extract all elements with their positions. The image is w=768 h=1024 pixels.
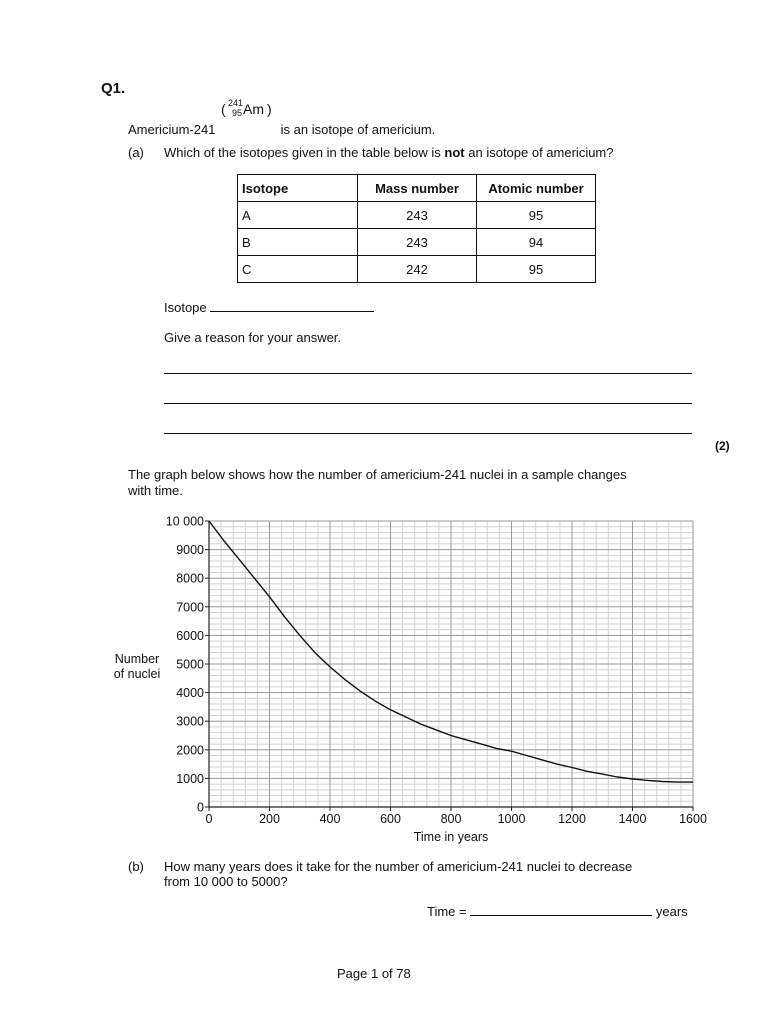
intro-prefix: Americium-241 [128, 122, 216, 137]
graph-intro-line-1: The graph below shows how the number of americium-241 nuclei in a sample changes [128, 467, 627, 482]
time-answer-label: Time = [427, 904, 467, 919]
x-tick-label: 800 [440, 812, 462, 826]
table-cell: 243 [358, 229, 477, 256]
x-tick-label: 1000 [497, 812, 526, 826]
reason-prompt: Give a reason for your answer. [164, 330, 342, 345]
y-tick-label: 10 000 [165, 514, 204, 529]
table-cell: C [238, 256, 358, 283]
y-axis-label-line-2: of nuclei [113, 667, 161, 681]
table-cell: A [238, 202, 358, 229]
marks-indicator: (2) [715, 439, 730, 453]
table-cell: 242 [358, 256, 477, 283]
part-b-question-line-2: from 10 000 to 5000? [164, 874, 288, 889]
part-a-question-bold: not [444, 145, 465, 160]
y-tick-label: 3000 [176, 714, 204, 729]
x-tick-label: 1200 [558, 812, 586, 826]
time-answer-row [427, 904, 688, 919]
y-tick-label: 1000 [176, 771, 204, 786]
table-cell: 95 [477, 202, 596, 229]
x-tick-label: 400 [319, 812, 341, 826]
isotope-symbol: Am [243, 101, 265, 117]
time-answer-unit: years [655, 904, 688, 919]
table-cell: 95 [477, 256, 596, 283]
x-tick-label: 0 [205, 812, 213, 826]
part-a-question-suffix: an isotope of americium? [468, 145, 614, 160]
y-tick-label: 2000 [176, 743, 204, 758]
y-tick-label: 8000 [176, 571, 204, 586]
question-number: Q1. [101, 80, 126, 97]
y-tick-label: 7000 [176, 600, 204, 615]
table-cell: B [238, 229, 358, 256]
isotope-mass-number: 241 [228, 98, 244, 108]
table-header: Atomic number [477, 175, 596, 202]
intro-suffix: is an isotope of americium. [280, 122, 436, 137]
part-b-label: (b) [128, 859, 144, 874]
table-header: Mass number [358, 175, 477, 202]
y-tick-label: 5000 [176, 657, 204, 672]
page-footer: Page 1 of 78 [337, 966, 411, 981]
y-axis-label-line-1: Number [114, 652, 160, 666]
y-tick-label: 4000 [176, 686, 204, 701]
x-axis-label: Time in years [413, 830, 489, 844]
table-cell: 94 [477, 229, 596, 256]
isotope-atomic-number: 95 [232, 108, 243, 118]
y-tick-label: 0 [197, 800, 204, 815]
x-tick-label: 1600 [679, 812, 707, 826]
x-tick-label: 200 [259, 812, 280, 826]
y-tick-label: 6000 [176, 628, 204, 643]
part-a-question-prefix: Which of the isotopes given in the table below is [164, 145, 441, 160]
table-header: Isotope [238, 175, 358, 202]
part-a-label: (a) [128, 145, 144, 160]
graph-intro-line-2: with time. [128, 483, 183, 498]
isotope-notation: ( 241 95 Am ) [221, 98, 272, 118]
y-tick-label: 9000 [176, 543, 204, 558]
table-cell: 243 [358, 202, 477, 229]
time-answer-field[interactable] [470, 904, 652, 916]
part-b-question-line-1: How many years does it take for the number of americium-241 nuclei to decrease [164, 859, 633, 874]
x-tick-label: 600 [380, 812, 401, 826]
x-tick-label: 1400 [618, 812, 647, 826]
isotope-answer-label: Isotope [164, 300, 207, 315]
